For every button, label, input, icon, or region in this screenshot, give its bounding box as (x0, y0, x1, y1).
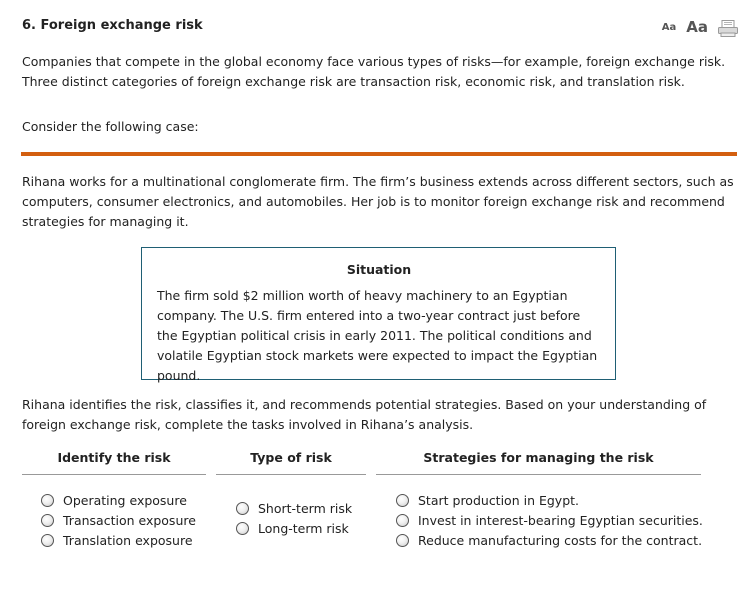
radio-option-invest-securities[interactable] (396, 510, 703, 530)
option-label: Long-term risk (258, 520, 349, 536)
question-header (22, 18, 738, 40)
radio-button[interactable] (41, 534, 54, 547)
radio-option-operating-exposure[interactable] (41, 490, 196, 510)
intro-paragraph: Companies that compete in the global economy face various types of risks—for example, foreign exchange risk. Three distinct categories of foreign exchange risk are transaction risk, economic risk, and translation risk. (22, 54, 726, 89)
option-label: Short-term risk (258, 500, 353, 516)
situation-box (141, 247, 616, 383)
radio-button[interactable] (41, 514, 54, 527)
strategies-column (376, 450, 701, 475)
task-paragraph: Rihana identifies the risk, classifies it, and recommends potential strategies. Based on your understanding of foreign exchange risk, complete the tasks involved in Rihana’s analysis. (22, 397, 707, 432)
question-title: 6. Foreign exchange risk (22, 18, 203, 33)
strategies-header: Strategies for managing the risk (376, 450, 701, 475)
radio-option-reduce-costs[interactable] (396, 530, 703, 550)
font-increase-button[interactable]: Aa (686, 18, 708, 36)
consider-text: Consider the following case: (22, 119, 199, 134)
type-of-risk-header: Type of risk (216, 450, 366, 475)
radio-option-long-term-risk[interactable] (236, 518, 352, 538)
type-of-risk-column (216, 450, 366, 475)
radio-option-start-production[interactable] (396, 490, 703, 510)
print-icon[interactable] (718, 20, 738, 36)
radio-button[interactable] (396, 494, 409, 507)
option-label: Translation exposure (63, 532, 193, 548)
radio-button[interactable] (396, 534, 409, 547)
option-label: Transaction exposure (63, 512, 196, 528)
case-paragraph: Rihana works for a multinational conglomerate firm. The firm’s business extends across different sectors, such as computers, consumer electronics, and automobiles. Her job is to monitor foreign exchange risk and recommend strategies for managing it. (22, 174, 734, 229)
radio-option-translation-exposure[interactable] (41, 530, 196, 550)
radio-button[interactable] (236, 502, 249, 515)
option-label: Invest in interest-bearing Egyptian securities. (418, 512, 703, 528)
radio-button[interactable] (236, 522, 249, 535)
radio-option-transaction-exposure[interactable] (41, 510, 196, 530)
option-label: Start production in Egypt. (418, 492, 580, 508)
identify-risk-header: Identify the risk (22, 450, 206, 475)
radio-button[interactable] (396, 514, 409, 527)
toolbar (662, 18, 738, 36)
radio-option-short-term-risk[interactable] (236, 498, 352, 518)
option-label: Operating exposure (63, 492, 187, 508)
option-label: Reduce manufacturing costs for the contract. (418, 532, 703, 548)
identify-risk-options (41, 490, 196, 550)
type-of-risk-options (236, 498, 352, 538)
section-divider (21, 152, 737, 156)
radio-button[interactable] (41, 494, 54, 507)
identify-risk-column (22, 450, 206, 475)
situation-title: Situation (346, 262, 412, 277)
font-decrease-button[interactable]: Aa (661, 22, 677, 33)
strategies-options (396, 490, 703, 550)
situation-text: The firm sold $2 million worth of heavy machinery to an Egyptian company. The U.S. firm entered into a two-year contract just before the Egyptian political crisis in early 2011. The political conditions and volatile Egyptian stock markets were expected to impact the Egyptian pound. (157, 288, 598, 383)
